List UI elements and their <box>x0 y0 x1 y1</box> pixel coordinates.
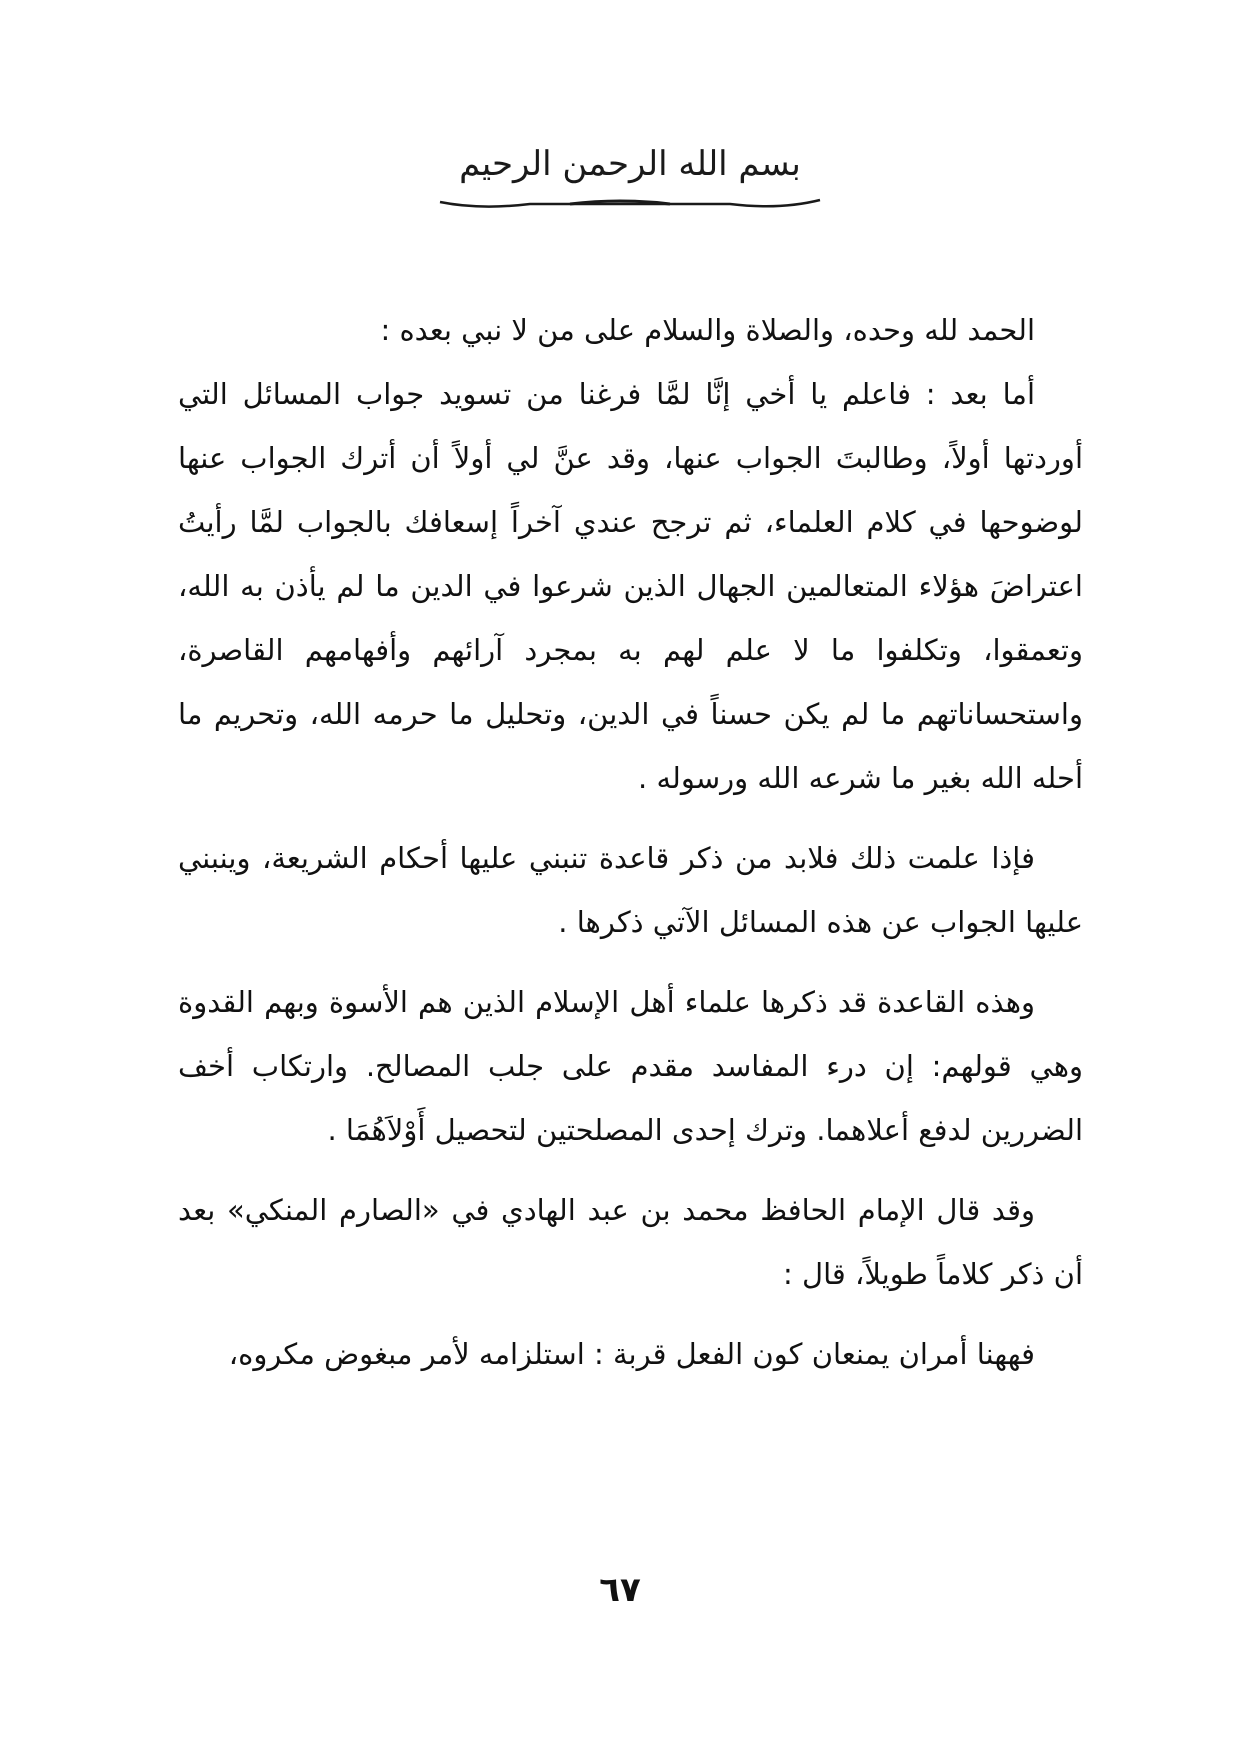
paragraph-2: أما بعد : فاعلم يا أخي إنَّا لمَّا فرغنا من تسويد جواب المسائل التي أوردتها أولاً، وطالبتَ الجواب عنها، وقد عنَّ لي أولاً أن أترك الجواب عنها لوضوحها في كلام العلماء، ثم ترجح عندي آخراً إسعافك بالجواب لمَّا رأيتُ اعتراضَ هؤلاء المتعالمين الجهال الذين شرعوا في الدين ما لم يأذن به الله، وتعمقوا، وتكلفوا ما لا علم لهم به بمجرد آرائهم وأفهامهم القاصرة، واستحساناتهم ما لم يكن حسناً في الدين، وتحليل ما حرمه الله، وتحريم ما أحله الله بغير ما شرعه الله ورسوله . <box>178 377 1083 795</box>
body-text <box>178 298 1083 1386</box>
page-number: ٦٧ <box>599 1570 641 1610</box>
basmala-calligraphy <box>420 140 840 220</box>
paragraph-6: فههنا أمران يمنعان كون الفعل قربة : استلزامه لأمر مبغوض مكروه، <box>228 1337 1035 1371</box>
paragraph-3: فإذا علمت ذلك فلابد من ذكر قاعدة تنبني عليها أحكام الشريعة، وينبني عليها الجواب عن هذه المسائل الآتي ذكرها . <box>178 841 1083 939</box>
basmala-text: بسم الله الرحمن الرحيم <box>459 144 801 184</box>
paragraph-5: وقد قال الإمام الحافظ محمد بن عبد الهادي في «الصارم المنكي» بعد أن ذكر كلاماً طويلاً، قال : <box>178 1193 1083 1291</box>
paragraph-1: الحمد لله وحده، والصلاة والسلام على من لا نبي بعده : <box>380 313 1035 347</box>
paragraph-4: وهذه القاعدة قد ذكرها علماء أهل الإسلام الذين هم الأسوة وبهم القدوة وهي قولهم: إن درء المفاسد مقدم على جلب المصالح. وارتكاب أخف الضررين لدفع أعلاهما. وترك إحدى المصلحتين لتحصيل أَوْلاَهُمَا . <box>178 985 1083 1147</box>
